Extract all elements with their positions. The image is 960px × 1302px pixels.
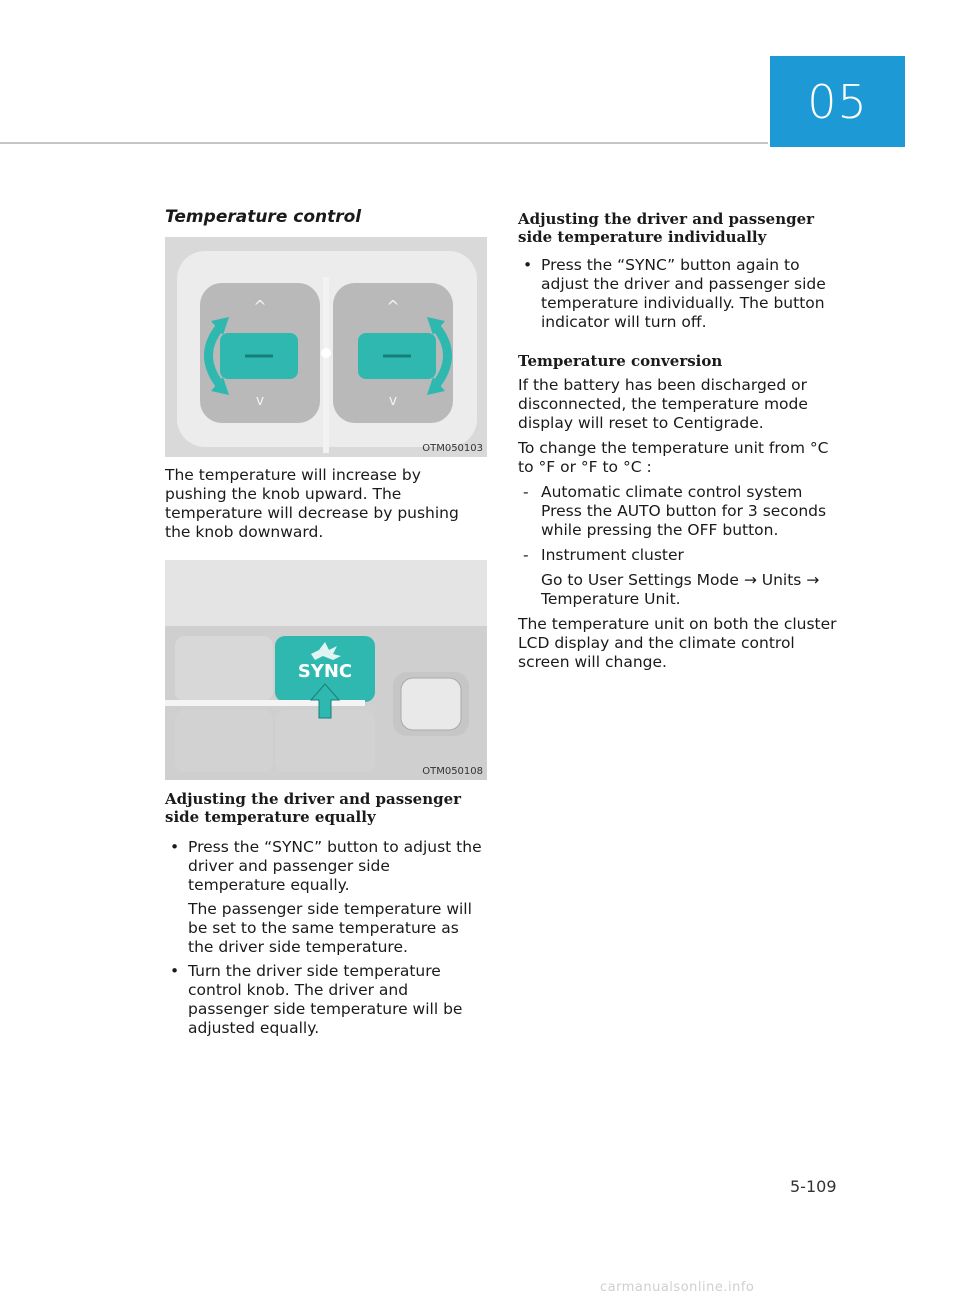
bullet-mark: • — [523, 256, 533, 274]
equal-bullet-1-note: The passenger side temperature will be set to the same temperature as the driver side temperature. — [188, 900, 472, 956]
fig1-caption-block — [165, 466, 487, 542]
svg-text:^: ^ — [386, 297, 400, 316]
conversion-para-2: To change the temperature unit from °C to °F or °F to °C : — [518, 439, 829, 476]
conversion-heading: Temperature conversion — [518, 352, 723, 370]
dash-item-1-detail: Press the AUTO button for 3 seconds while pressing the OFF button. — [541, 502, 827, 539]
conversion-para-3: The temperature unit on both the cluster LCD display and the climate control screen will change. — [518, 615, 837, 671]
dash-item-2 — [518, 546, 840, 565]
header-rule — [0, 142, 768, 144]
figure-code: OTM050108 — [422, 766, 483, 777]
equal-bullet-2 — [165, 962, 487, 1038]
svg-text:v: v — [255, 393, 265, 409]
right-column — [518, 210, 840, 672]
temperature-knob-illustration — [165, 237, 487, 457]
individual-heading: Adjusting the driver and passenger side temperature individually — [518, 210, 815, 246]
temperature-knob-figure — [165, 237, 487, 457]
sync-label: SYNC — [297, 661, 353, 682]
equal-heading: Adjusting the driver and passenger side temperature equally — [165, 790, 462, 826]
dash-item-1-text: Automatic climate control system — [541, 483, 803, 501]
sync-button-figure — [165, 560, 487, 780]
svg-text:v: v — [388, 393, 398, 409]
dash-item-2-detail: Go to User Settings Mode → Units → Temperature Unit. — [541, 571, 820, 608]
equal-bullet-2-text: Turn the driver side temperature control knob. The driver and passenger side temperature will be adjusted equally. — [188, 962, 463, 1037]
chapter-number: 05 — [807, 74, 868, 129]
equal-bullet-1 — [165, 838, 487, 895]
svg-text:^: ^ — [253, 297, 267, 316]
fig1-description: The temperature will increase by pushing the knob upward. The temperature will decrease by pushing the knob downward. — [165, 466, 459, 541]
dash-item-2-text: Instrument cluster — [541, 546, 684, 564]
figure-code: OTM050103 — [422, 443, 483, 454]
bullet-mark: • — [170, 962, 180, 980]
dash-mark: - — [523, 546, 529, 564]
conversion-para-1: If the battery has been discharged or disconnected, the temperature mode display will reset to Centigrade. — [518, 376, 808, 432]
bullet-mark: • — [170, 838, 180, 856]
page-number: 5-109 — [790, 1177, 837, 1196]
sync-button-illustration — [165, 560, 487, 780]
equal-section — [165, 790, 487, 1038]
equal-bullet-1-text: Press the “SYNC” button to adjust the driver and passenger side temperature equally. — [188, 838, 482, 894]
chapter-tab — [770, 56, 905, 147]
dash-item-1 — [518, 483, 840, 502]
individual-bullet-1 — [518, 256, 840, 332]
dash-mark: - — [523, 483, 529, 501]
watermark: carmanualsonline.info — [600, 1280, 755, 1295]
section-title: Temperature control — [165, 207, 362, 227]
individual-bullet-1-text: Press the “SYNC” button again to adjust the driver and passenger side temperature individually. The button indicator will turn off. — [541, 256, 826, 331]
